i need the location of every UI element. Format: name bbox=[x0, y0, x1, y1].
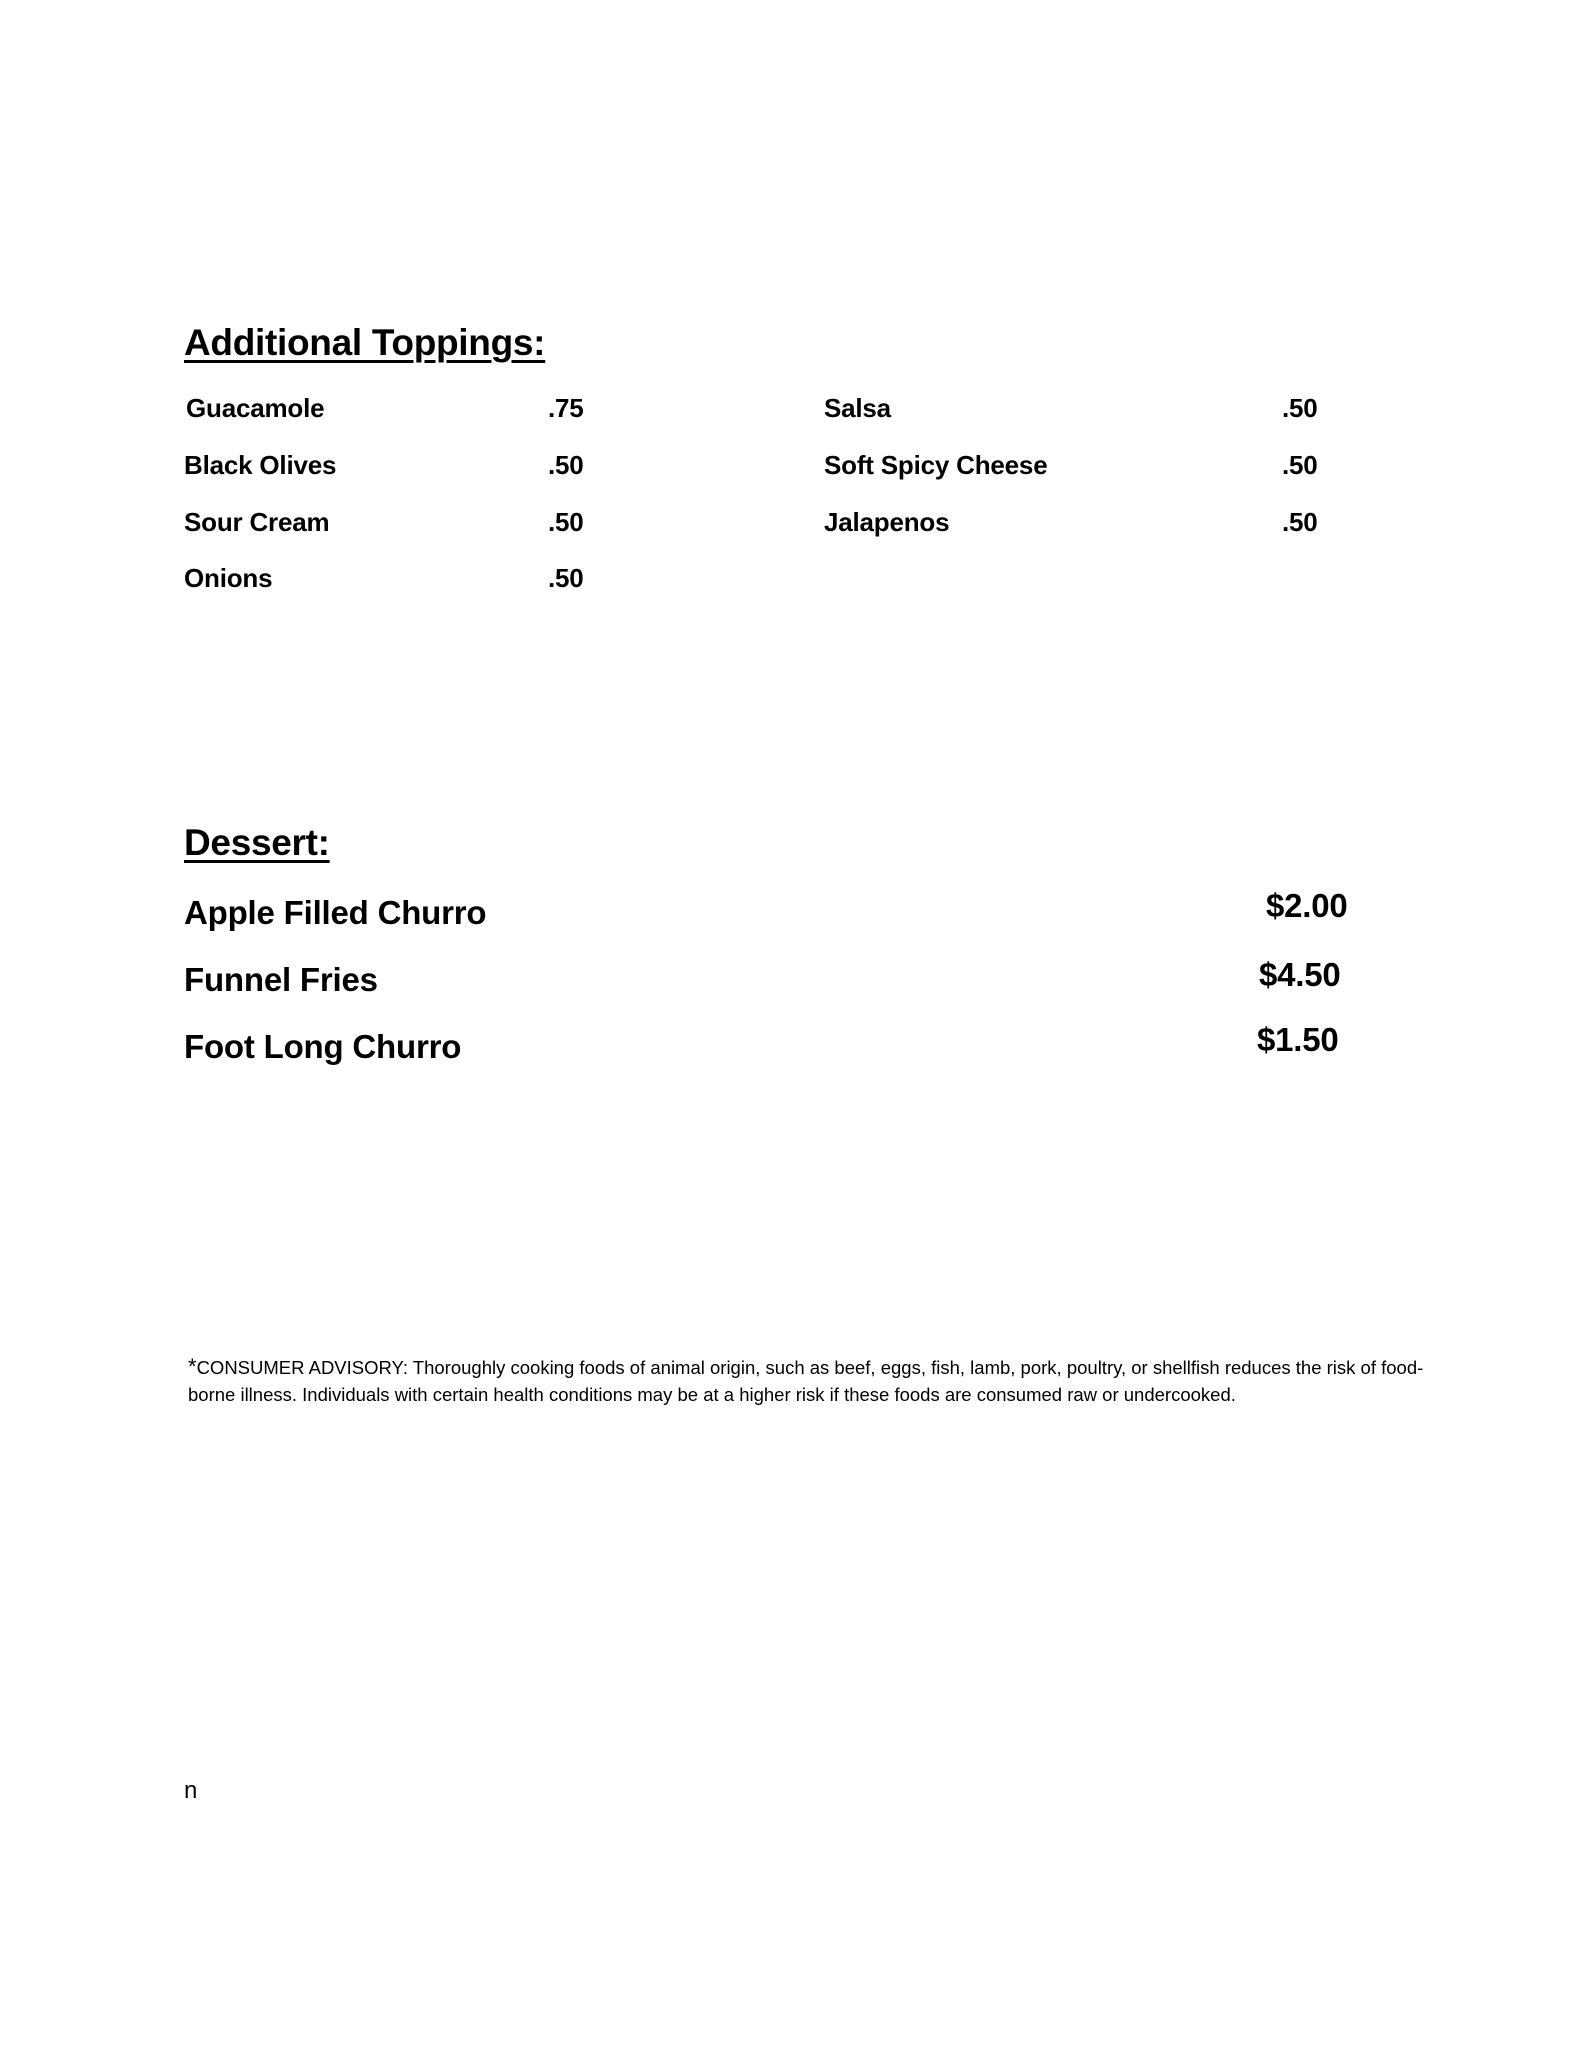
advisory-marker: * bbox=[188, 1354, 197, 1379]
dessert-price: $2.00 bbox=[1266, 887, 1348, 924]
topping-name: Guacamole bbox=[186, 393, 325, 423]
advisory-text: CONSUMER ADVISORY: Thoroughly cooking foods of animal origin, such as beef, eggs, fish, lamb, pork, poultry, or shellfish reduces the risk of food-borne illness. Individuals with certain health conditions may be at a higher risk if these foods are consumed raw or undercooked. bbox=[188, 1357, 1424, 1405]
consumer-advisory bbox=[188, 1353, 1438, 1408]
dessert-name: Apple Filled Churro bbox=[184, 894, 487, 931]
topping-price: .50 bbox=[1282, 393, 1318, 423]
dessert-name: Foot Long Churro bbox=[184, 1028, 462, 1065]
topping-price: .50 bbox=[548, 563, 584, 593]
dessert-name: Funnel Fries bbox=[184, 961, 378, 998]
topping-price: .50 bbox=[548, 507, 584, 537]
topping-price: .50 bbox=[548, 450, 584, 480]
topping-name: Sour Cream bbox=[184, 507, 330, 537]
topping-name: Jalapenos bbox=[824, 507, 950, 537]
dessert-heading: Dessert: bbox=[184, 822, 330, 863]
topping-price: .50 bbox=[1282, 507, 1318, 537]
topping-name: Black Olives bbox=[184, 450, 337, 480]
footer-mark: n bbox=[184, 1777, 198, 1804]
topping-price: .75 bbox=[548, 393, 584, 423]
dessert-price: $1.50 bbox=[1257, 1021, 1339, 1058]
topping-name: Onions bbox=[184, 563, 273, 593]
topping-name: Salsa bbox=[824, 393, 891, 423]
topping-price: .50 bbox=[1282, 450, 1318, 480]
toppings-heading: Additional Toppings: bbox=[184, 322, 546, 363]
topping-name: Soft Spicy Cheese bbox=[824, 450, 1048, 480]
dessert-price: $4.50 bbox=[1259, 956, 1341, 993]
